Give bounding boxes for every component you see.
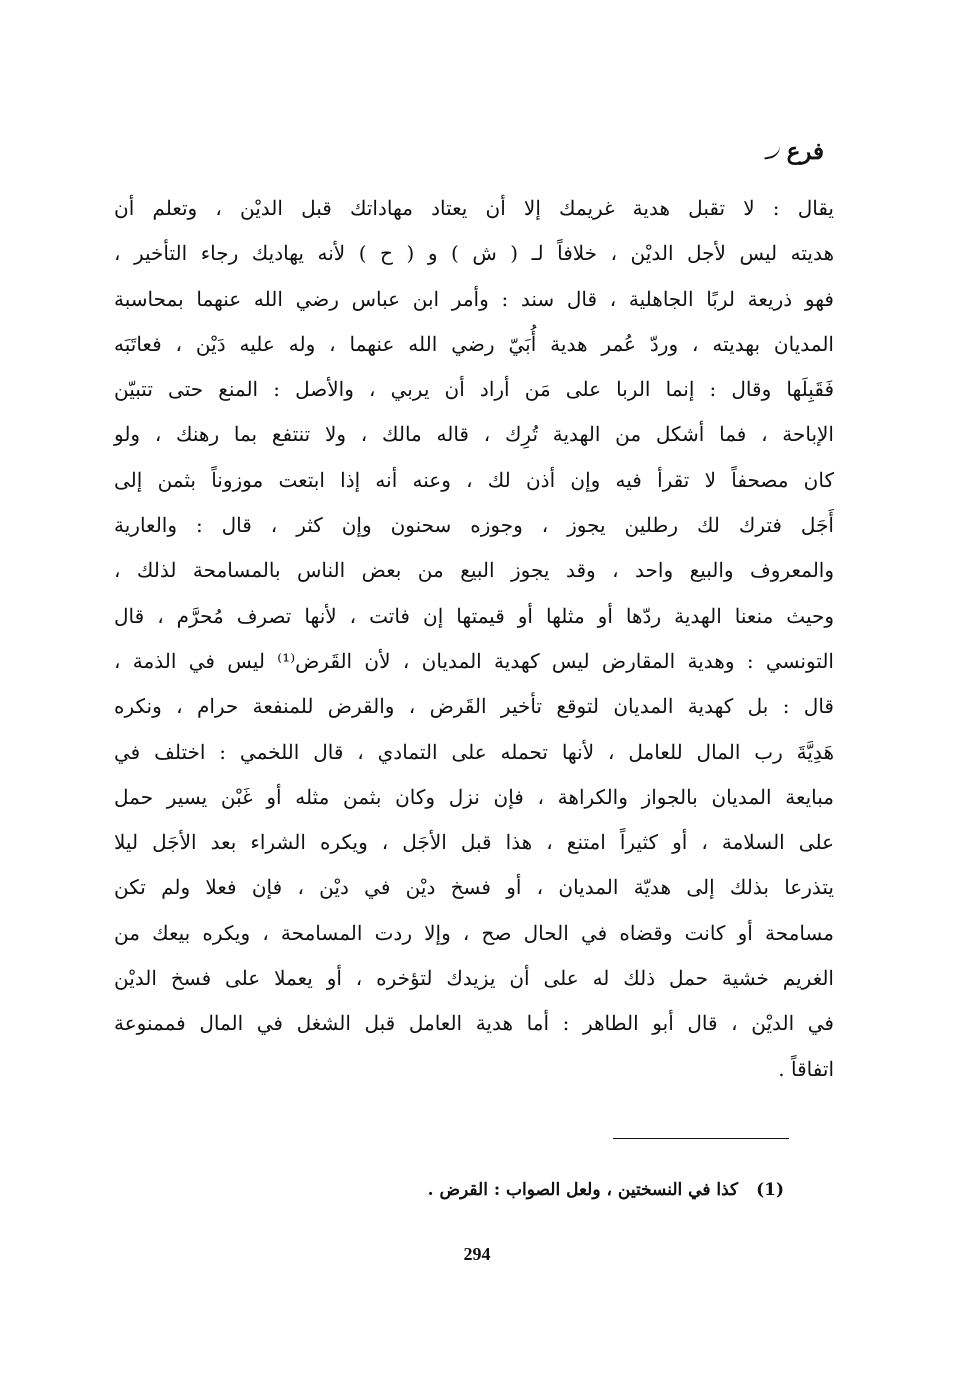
text-line: هَدِيَّةَ رب المال للعامل ، لأنها تحمله على التمادي ، قال اللخمي : اختلف في: [114, 739, 834, 764]
body-paragraph: [114, 186, 834, 1092]
text-line: الإباحة ، فما أشكل من الهدية تُرِك ، قاله مالك ، ولا تنتفع بما رهنك ، ولو: [114, 422, 834, 447]
text-line: فَقَبِلَها وقال : إنما الربا على مَن أراد أن يربي ، والأصل : المنع حتى تتبيّن: [114, 377, 834, 402]
text-line: وحيث منعنا الهدية ردّها أو مثلها أو قيمتها إن فاتت ، لأنها تصرف مُحرَّم ، قال: [114, 603, 834, 628]
text-line: في الديْن ، قال أبو الطاهر : أما هدية العامل قبل الشغل في المال فممنوعة: [114, 1011, 834, 1036]
text-line: على السلامة ، أو كثيراً امتنع ، هذا قبل الأجَل ، ويكره الشراء بعد الأجَل ليلا: [114, 830, 834, 855]
footnote: [428, 1180, 784, 1200]
text-line: فهو ذريعة لربًا الجاهلية ، قال سند : وأمر ابن عباس رضي الله عنهما بمحاسبة: [114, 286, 834, 311]
section-heading: [759, 138, 824, 165]
text-line: يتذرعا بذلك إلى هديّة المديان ، أو فسخ ديْن في ديْن ، فإن فعلا ولم تكن: [114, 875, 834, 900]
text-line: كان مصحفاً لا تقرأ فيه وإن أذن لك ، وعنه أنه إذا ابتعت موزوناً بثمن إلى: [114, 467, 834, 492]
text-line: المديان بهديته ، وردّ عُمر هدية أُبَيّ رضي الله عنهما ، وله عليه دَيْن ، فعاتَبَه: [114, 331, 834, 356]
footnote-text: كذا في النسختين ، ولعل الصواب : القرض .: [427, 1180, 739, 1200]
text-line: الغريم خشية حمل ذلك له على أن يزيدك لتؤخره ، أو يعملا على فسخ الديْن: [114, 966, 834, 991]
text-line: قال : بل كهدية المديان لتوقع تأخير القَرض ، والقرض للمنفعة حرام ، ونكره: [114, 694, 834, 719]
footnote-number: (1): [756, 1180, 784, 1200]
text-line: مبايعة المديان بالجواز والكراهة ، فإن نزل وكان بثمن مثله أو غَبْن يسير حمل: [114, 784, 834, 809]
text-line-final: اتفاقاً .: [778, 1056, 834, 1081]
page-number: 294: [463, 1244, 491, 1264]
footnote-divider: [613, 1138, 789, 1139]
text-line: أَجَل فترك لك رطلين يجوز ، وجوزه سحنون وإن كثر ، قال : والعارية: [114, 513, 834, 538]
text-line: والمعروف والبيع واحد ، وقد يجوز البيع من بعض الناس بالمسامحة لذلك ،: [114, 558, 834, 583]
text-line: يقال : لا تقبل هدية غريمك إلا أن يعتاد مهاداتك قبل الديْن ، وتعلم أن: [114, 196, 835, 220]
heading-ornament-icon: [762, 144, 782, 159]
text-line: هديته ليس لأجل الديْن ، خلافاً لـ ( ش ) و ( ح ) لأنه يهاديك رجاء التأخير ،: [114, 241, 834, 266]
text-line: التونسي : وهدية المقارض ليس كهدية المديان ، لأن القَرض⁽¹⁾ ليس في الذمة ،: [114, 648, 834, 673]
text-line: مسامحة أو كانت وقضاه في الحال صح ، وإلا ردت المسامحة ، ويكره بيعك من: [114, 920, 834, 945]
heading-text: فرع: [786, 138, 824, 165]
